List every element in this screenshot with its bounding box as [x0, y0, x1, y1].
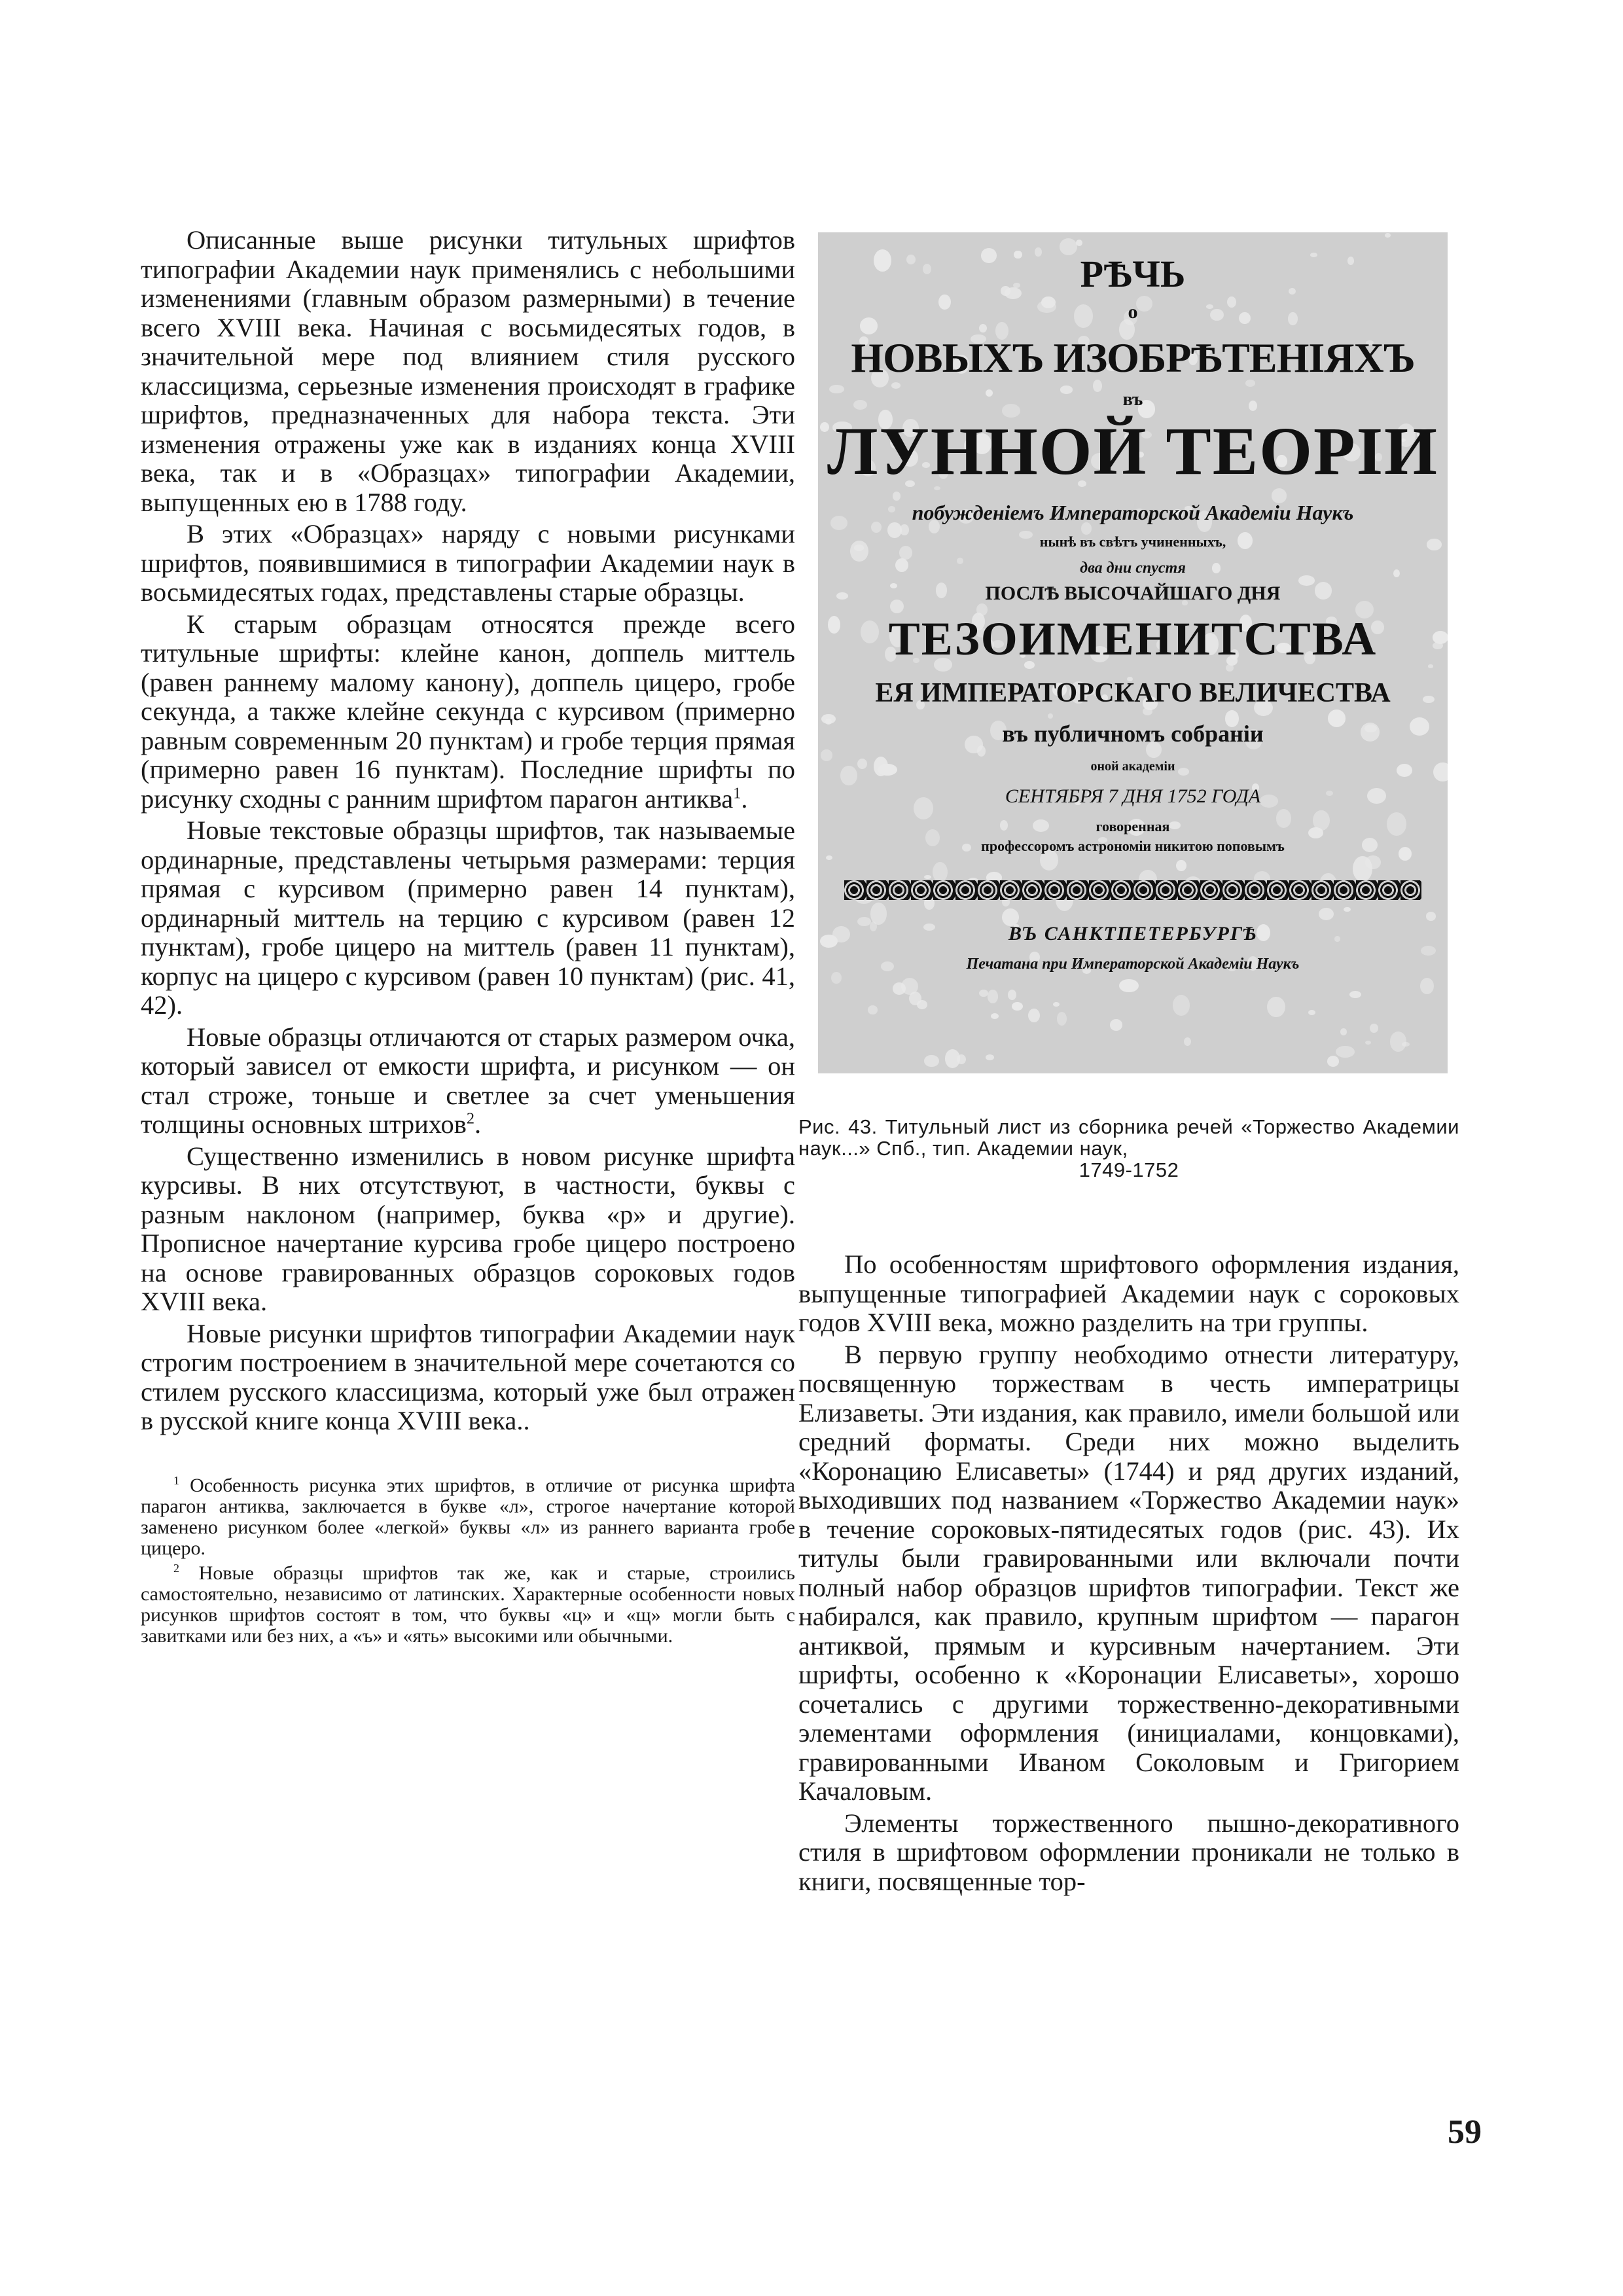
tp-line: Печатана при Императорской Академiи Наукъ — [966, 956, 1300, 973]
paper-speck — [1370, 1024, 1378, 1033]
paragraph: Новые рисунки шрифтов типографии Академии наук строгим построением в значительной мере сочетаются со стилем русского классицизма, который уже был отражен в русской книге конца XVIII века.. — [141, 1318, 795, 1435]
figure-caption — [798, 1116, 1459, 1181]
tp-line: ПОСЛѢ ВЫСОЧАЙШАГО ДНЯ — [985, 583, 1281, 604]
paragraph: К старым образцам относятся прежде всего титульные шрифты: клейне канон, доппель миттель (равен раннему малому канону), доппель цицеро, гробе секунда, а также клейне секунда с курсивом (примерно равным современным 20 пунктам) и гробе терция прямая (примерно равен 16 пунктам). Последние шрифты по рисунку сходны с ранним шрифтом парагон антиква$^1$. — [141, 609, 795, 814]
paper-speck — [1420, 978, 1434, 994]
paper-speck — [1402, 1042, 1410, 1047]
paragraph: Новые текстовые образцы шрифтов, так называемые ординарные, представлены четырьмя размерами: терция прямая с курсивом (примерно равен 14 пунктам), ординарный миттель на терцию с курсивом (равен 12 пунктам), гробе цицеро на миттель (равен 11 пунктам), корпус на цицеро с курсивом (равен 10 пунктам) (рис. 41, 42). — [141, 816, 795, 1020]
tp-line: о — [1128, 301, 1138, 323]
paper-speck — [986, 1054, 994, 1060]
page-number: 59 — [1448, 2113, 1482, 2151]
paper-speck — [1365, 1041, 1372, 1045]
title-page-figure — [818, 232, 1448, 1073]
paragraph: Новые образцы отличаются от старых размером очка, который зависел от емкости шрифта, и рисунком — он стал строже, тоньше и светлее за счет уменьшения толщины основных штрихов$^2$. — [141, 1022, 795, 1139]
paragraph: Существенно изменились в новом рисунке шрифта курсивы. В них отсутствуют, в частности, буквы с разным наклоном (например, буква «р» и другие). Прописное начертание курсива гробе цицеро построено на основе гравированных образцов сороковых годов XVIII века. — [141, 1141, 795, 1316]
paper-speck — [917, 1000, 927, 1009]
tp-line: НОВЫХЪ ИЗОБРѢТЕНIЯХЪ — [851, 334, 1415, 381]
paper-speck — [1319, 908, 1334, 920]
paper-speck — [1349, 991, 1361, 998]
paper-speck — [1076, 240, 1082, 246]
footnote-ref[interactable]: 1 — [733, 784, 741, 802]
paper-speck — [1327, 1056, 1339, 1066]
tp-line: въ — [1122, 389, 1143, 410]
paper-speck — [1053, 1002, 1060, 1007]
paper-speck — [893, 492, 901, 501]
paper-speck — [933, 862, 948, 882]
paper-speck — [1426, 912, 1436, 921]
paper-speck — [1184, 1037, 1191, 1046]
tp-line: нынѣ въ свѣтъ учиненныхъ, — [1039, 533, 1226, 550]
tp-line: говоренная — [1096, 818, 1170, 834]
paper-speck — [1344, 907, 1351, 912]
paper-speck — [1110, 1019, 1122, 1030]
footnotes — [141, 1475, 795, 1647]
tp-line: профессоромъ астрономiи никитою поповымъ — [981, 838, 1285, 854]
paper-speck — [893, 982, 906, 994]
paper-speck — [1308, 1010, 1315, 1015]
paper-speck — [979, 990, 988, 997]
footnote: $^2$ Новые образцы шрифтов так же, как и старые, строились самостоятельно, независимо от латинских. Характерные особенности новых рисунков шрифтов состоят в том, что буквы «ц» и «щ» могли быть с завитками или без них, а «ъ» и «ять» высокими или обычными. — [141, 1561, 795, 1647]
paper-speck — [1340, 1028, 1347, 1035]
paper-speck — [988, 990, 998, 1003]
paper-speck — [1176, 860, 1186, 872]
paper-speck — [924, 1055, 939, 1067]
paper-speck — [891, 382, 901, 389]
paper-speck — [826, 855, 832, 860]
tp-line: ТЕЗОИМЕНИТСТВА — [888, 613, 1378, 665]
paper-speck — [1057, 1012, 1067, 1026]
paragraph: По особенностям шрифтового оформления издания, выпущенные типографией Академии наук с сороковых годов XVIII века, можно разделить на три группы. — [798, 1249, 1459, 1337]
right-column — [798, 1250, 1459, 1896]
paper-speck — [831, 972, 841, 984]
paper-speck — [979, 324, 987, 333]
caption-text: Рис. 43. Титульный лист из сборника речей «Торжество Академии наук...» Спб., тип. Академии наук, — [798, 1115, 1459, 1160]
paper-speck — [1353, 856, 1372, 882]
footnote-mark: 1 — [173, 1473, 179, 1487]
tp-line: ВЪ САНКТПЕТЕРБУРГѢ — [1008, 923, 1257, 944]
tp-line: оной академiи — [1090, 759, 1175, 774]
paper-speck — [1173, 995, 1190, 1016]
tp-line: побужденiемъ Императорской Академiи Наукъ — [912, 501, 1354, 524]
paper-speck — [924, 875, 931, 879]
paper-speck — [1119, 979, 1138, 992]
paper-speck — [957, 1054, 965, 1064]
tp-line: ЕЯ ИМПЕРАТОРСКАГО ВЕЛИЧЕСТВА — [875, 678, 1391, 708]
left-column — [141, 226, 795, 1647]
paper-speck — [868, 1005, 878, 1014]
paper-speck — [1385, 233, 1391, 238]
footnote-mark: 2 — [173, 1561, 179, 1575]
caption-years: 1749-1752 — [1079, 1158, 1179, 1181]
paper-speck — [1336, 1046, 1354, 1058]
tp-line: ЛУННОЙ ТЕОРIИ — [827, 414, 1438, 489]
tp-line: два дни спустя — [1080, 560, 1186, 577]
paper-speck — [1421, 946, 1436, 956]
paper-speck — [1048, 713, 1053, 719]
paragraph: Описанные выше рисунки титульных шрифтов типографии Академии наук применялись с небольшими изменениями (главным образом размерными) в течение всего XVIII века. Начиная с восьмидесятых годов, в значительной мере под влиянием стиля русского классицизма, серьезные изменения происходят в графике шрифтов, предназначенных для набора текста. Эти изменения отражены уже как в изданиях конца XVIII века, так и в «Образцах» типографии Академии, выпущенных ею в 1788 году. — [141, 225, 795, 517]
paper-speck — [1012, 1002, 1023, 1011]
paper-speck — [1028, 1009, 1040, 1022]
tp-line: СЕНТЯБРЯ 7 ДНЯ 1752 ГОДА — [1005, 785, 1261, 807]
ornament-band — [844, 880, 1421, 900]
paragraph: В первую группу необходимо отнести литературу, посвященную торжествам в честь императрицы Елизаветы. Эти издания, как правило, имели большой или средний форматы. Среди них можно выделить «Коронацию Елисаветы» (1744) и ряд других изданий, выходивших под названием «Торжество Академии наук» в течение сороковых-пятидесятых годов (рис. 43). Их титулы были гравированными или включали почти полный набор образцов шрифтов типографии. Текст же набирался, как правило, крупным шрифтом — парагон антиквой, прямым и курсивным начертанием. Эти шрифты, особенно к «Коронации Елисаветы», хорошо сочетались с другими торжественно-декоративными элементами оформления (инициалами, концовками), гравированными Иваном Соколовым и Григорием Качаловым. — [798, 1339, 1459, 1806]
footnote: $^1$ Особенность рисунка этих шрифтов, в отличие от рисунка шрифта парагон антиква, заключается в букве «л», строгое начертание которой заменено рисунком более «легкой» буквы «л» из раннего варианта гробе цицеро. — [141, 1473, 796, 1559]
paragraph: В этих «Образцах» наряду с новыми рисунками шрифтов, появившимися в типографии Академии наук в восьмидесятых годах, представлены старые образцы. — [141, 519, 795, 607]
footnote-ref[interactable]: 2 — [466, 1109, 475, 1128]
paper-speck — [1267, 997, 1285, 1017]
paragraph: Элементы торжественного пышно-декоративного стиля в шрифтовом оформлении проникали не только в книги, посвященные тор- — [798, 1808, 1459, 1896]
tp-line: въ публичномъ собранiи — [1002, 721, 1264, 747]
paper-speck — [991, 1013, 999, 1019]
paper-speck — [1008, 990, 1016, 1000]
tp-line: РѢЧЬ — [1080, 253, 1186, 295]
